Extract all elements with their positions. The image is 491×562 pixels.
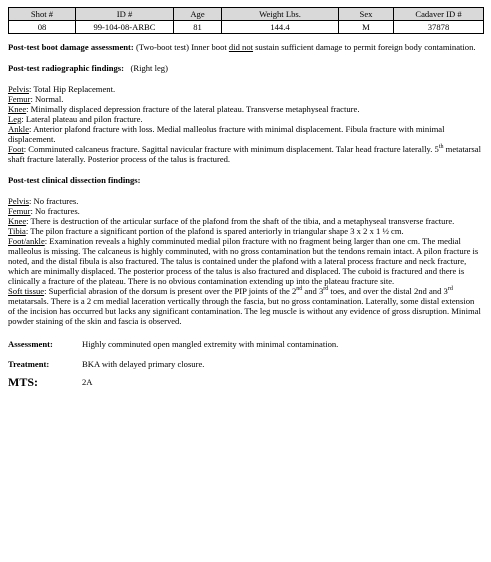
radiographic-side: (Right leg) [130,63,168,73]
finding-text: : No fractures. [30,206,80,216]
finding-label: Foot/ankle [8,236,45,246]
finding-knee [8,104,483,114]
superscript: th [438,144,444,151]
clinical-pelvis [8,196,483,206]
finding-label: Tibia [8,226,26,236]
boot-damage-paragraph [8,42,483,52]
finding-text: : Examination reveals a highly comminuted medial pilon fracture with no fragment being larger than one cm. The medial malleolus is missing. The calcaneus is highly comminuted, with no gross contamination but the tendons remain intact. A pilon fracture is noted, and the distal fibula is also fractured. The talus is contained under the plafond with a lateral process fracture and neck fracture, which are minimally displaced. The posterior process of the talus is also fractured and displaced. The cuboid is fractured and there is clinically a fracture of the plateau. There is no obvious contamination extending up into the plateau fracture site. [8,236,479,286]
finding-text: : Minimally displaced depression fracture of the lateral plateau. Transverse metaphyseal fracture. [26,104,360,114]
superscript: rd [323,286,329,293]
cell-id: 99-104-08-ARBC [76,21,174,34]
cell-weight: 144.4 [222,21,339,34]
finding-text: metatarsal shaft fracture laterally. Posterior process of the talus is fractured. [8,144,481,164]
table-row [9,21,484,34]
boot-text-underlined: did not [228,42,254,52]
header-shot: Shot # [9,8,76,21]
assessment-line [8,339,483,349]
finding-label: Femur [8,206,31,216]
treatment-value: BKA with delayed primary closure. [82,359,205,369]
boot-text-b: sustain sufficient damage to permit foreign body contamination. [253,42,476,52]
radiographic-heading: Post-test radiographic findings: [8,63,125,73]
mts-value: 2A [82,377,93,387]
header-weight: Weight Lbs. [222,8,339,21]
finding-text: : Superficial abrasion of the dorsum is present over the PIP joints of the 2 [44,286,297,296]
boot-damage-heading: Post-test boot damage assessment: [8,42,134,52]
finding-leg [8,114,483,124]
assessment-label: Assessment: [8,339,53,349]
clinical-foot-ankle [8,236,483,286]
subject-info-table [8,7,484,34]
mts-line [8,375,483,389]
finding-text: toes, and over the distal 2nd and 3 [328,286,448,296]
radiographic-heading-line [8,63,483,73]
header-cadaver-id: Cadaver ID # [394,8,484,21]
finding-label: Femur [8,94,31,104]
document-page [8,7,483,389]
assessment-value: Highly comminuted open mangled extremity with minimal contamination. [82,339,339,349]
boot-text-a: (Two-boot test) Inner boot [133,42,229,52]
finding-foot [8,144,483,164]
clinical-heading-line [8,175,483,185]
header-age: Age [174,8,222,21]
finding-text: and 3 [302,286,324,296]
clinical-tibia [8,226,483,236]
finding-label: Soft tissue [8,286,45,296]
finding-label: Leg [8,114,22,124]
finding-ankle [8,124,483,144]
treatment-line [8,359,483,369]
finding-label: Ankle [8,124,30,134]
finding-text: : Anterior plafond fracture with loss. Medial malleolus fracture with minimal displacement. Fibula fracture with minimal displacement. [8,124,445,144]
clinical-femur [8,206,483,216]
superscript: rd [447,286,453,293]
finding-pelvis [8,84,483,94]
finding-text: : Lateral plateau and pilon fracture. [21,114,143,124]
finding-text: : Normal. [30,94,64,104]
header-sex: Sex [339,8,394,21]
finding-label: Pelvis [8,84,30,94]
treatment-label: Treatment: [8,359,50,369]
table-header-row [9,8,484,21]
clinical-heading: Post-test clinical dissection findings: [8,175,141,185]
superscript: nd [296,286,303,293]
clinical-knee [8,216,483,226]
finding-label: Pelvis [8,196,30,206]
finding-text: : Comminuted calcaneus fracture. Sagittal navicular fracture with minimum displacement. Talar head fracture laterally. 5 [23,144,439,154]
cell-age: 81 [174,21,222,34]
finding-text: : Total Hip Replacement. [29,84,116,94]
radiographic-findings [8,84,483,164]
clinical-soft-tissue [8,286,483,326]
finding-text: : No fractures. [29,196,79,206]
cell-cadaver-id: 37878 [394,21,484,34]
finding-label: Knee [8,216,27,226]
finding-text: : There is destruction of the articular surface of the plafond from the shaft of the tibia, and a metaphyseal transverse fracture. [26,216,455,226]
finding-label: Knee [8,104,27,114]
cell-shot: 08 [9,21,76,34]
header-id: ID # [76,8,174,21]
finding-label: Foot [8,144,24,154]
mts-label: MTS: [8,375,38,389]
clinical-findings [8,196,483,326]
finding-text: : The pilon fracture a significant portion of the plafond is spared anteriorly in triangular shape 3 x 2 x 1 ½ cm. [25,226,404,236]
finding-femur [8,94,483,104]
cell-sex: M [339,21,394,34]
finding-text: metatarsals. There is a 2 cm medial laceration vertically through the fascia, but no gross contamination. Laterally, some distal extension of the incision has occurred but lacks any significant contamination. The leg muscle is without any evidence of gross disruption. Minimal powder staining of the skin and fascia is observed. [8,296,481,326]
